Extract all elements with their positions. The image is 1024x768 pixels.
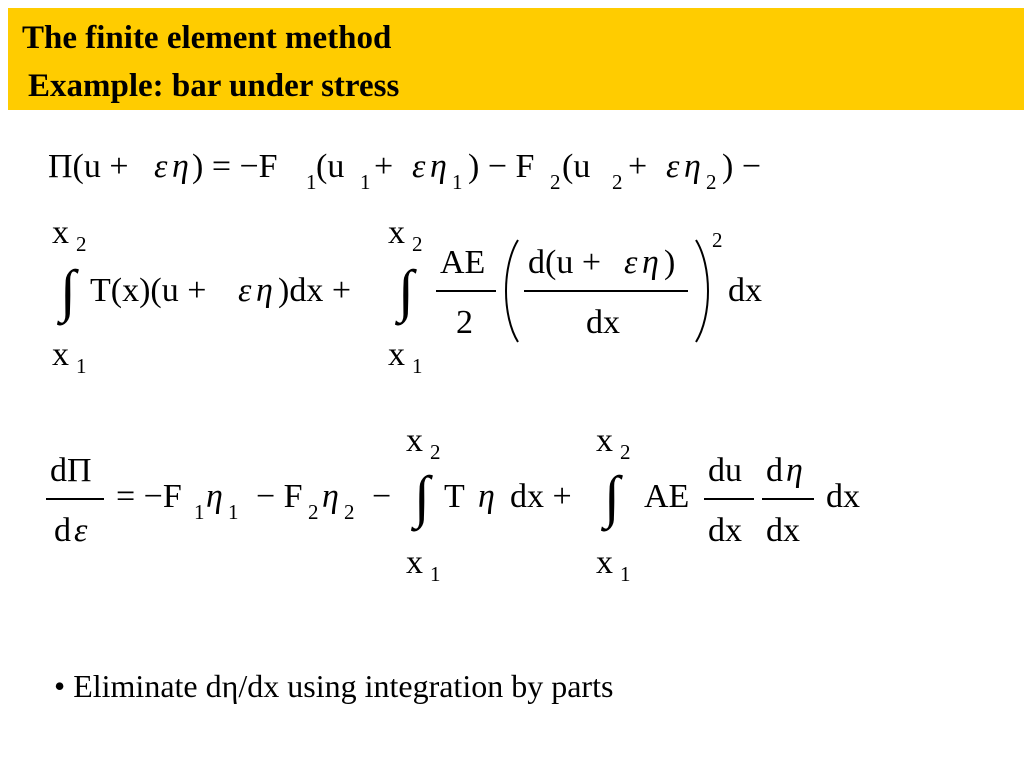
eq2-int2-upper-sub: 2 xyxy=(620,440,631,464)
bullet-point xyxy=(54,670,613,702)
eq2-frac1-num: du xyxy=(708,452,742,489)
eq2-frac2-num-d: d xyxy=(766,452,783,489)
bullet-mark: • xyxy=(54,668,66,704)
eq2-int1-upper-sub: 2 xyxy=(430,440,441,464)
eq1-inner-frac-bar xyxy=(524,290,688,292)
eq2-rhs-a: = −F xyxy=(116,478,182,515)
eq2-sub-1: 1 xyxy=(194,500,205,524)
eq1-eps-b: ε xyxy=(412,148,426,185)
eq2-frac1-den: dx xyxy=(708,512,742,549)
eq2-int1-eta: η xyxy=(478,478,495,515)
eq1-term-c: (u xyxy=(316,148,345,185)
eq1-sub-2: 1 xyxy=(360,170,371,194)
eq1-term-f: (u xyxy=(562,148,591,185)
eq1-term-h: ) − xyxy=(722,148,761,185)
eq2-int2-lower: x xyxy=(596,544,613,581)
eq2-frac2-bar xyxy=(762,498,814,500)
bullet-text: Eliminate dη/dx using integration by parts xyxy=(73,668,614,704)
eq2-int1-tail: dx + xyxy=(510,478,572,515)
eq2-int2-upper: x xyxy=(596,422,613,459)
eq2-eta-1: η xyxy=(206,478,223,515)
eq1-int2-lower-sub: 1 xyxy=(412,354,423,378)
eq2-sub-2: 1 xyxy=(228,500,239,524)
eq2-lhs-num: dΠ xyxy=(50,452,92,489)
eq2-rhs-c: − xyxy=(372,478,392,515)
eq1-eta-c: η xyxy=(684,148,701,185)
eq2-lhs-den-d: d xyxy=(54,512,71,549)
eq1-sub-1: 1 xyxy=(306,170,317,194)
eq2-frac2-num-eta: η xyxy=(786,452,803,489)
eq2-frac1-bar xyxy=(704,498,754,500)
eq2-eta-2: η xyxy=(322,478,339,515)
eq1-term-e: ) − F xyxy=(468,148,535,185)
eq1-eta-a: η xyxy=(172,148,189,185)
eq1-int1-eps: ε xyxy=(238,272,252,309)
eq1-term-a: Π(u + xyxy=(48,148,129,185)
title-banner xyxy=(8,8,1024,110)
eq1-int1-eta: η xyxy=(256,272,273,309)
eq1-term-g: + xyxy=(628,148,648,185)
eq1-sub-4: 2 xyxy=(550,170,561,194)
eq2-int1-t: T xyxy=(444,478,465,515)
eq1-int2-frac-den: 2 xyxy=(456,304,473,341)
eq1-right-paren xyxy=(690,236,716,346)
eq2-int2-ae: AE xyxy=(644,478,690,515)
eq2-lhs-den-eps: ε xyxy=(74,512,88,549)
eq1-int2-sign: ∫ xyxy=(398,258,414,323)
eq2-rhs-b: − F xyxy=(256,478,303,515)
eq1-eta-b: η xyxy=(430,148,447,185)
eq2-int2-sign: ∫ xyxy=(604,464,620,529)
slide-subtitle: Example: bar under stress xyxy=(28,68,400,104)
eq1-inner-num-b: ) xyxy=(664,244,676,281)
eq1-inner-num-a: d(u + xyxy=(528,244,601,281)
eq1-sub-5: 2 xyxy=(612,170,623,194)
eq1-sub-6: 2 xyxy=(706,170,717,194)
eq1-sub-3: 1 xyxy=(452,170,463,194)
eq2-int1-lower: x xyxy=(406,544,423,581)
eq2-lhs-bar xyxy=(46,498,104,500)
eq2-int1-upper: x xyxy=(406,422,423,459)
eq1-term-d: + xyxy=(374,148,394,185)
eq1-int1-upper-sub: 2 xyxy=(76,232,87,256)
eq1-int1-body-a: T(x)(u + xyxy=(90,272,207,309)
eq2-sub-3: 2 xyxy=(308,500,319,524)
eq1-int1-body-b: )dx + xyxy=(278,272,351,309)
eq1-int1-sign: ∫ xyxy=(60,258,76,323)
eq1-eps-c: ε xyxy=(666,148,680,185)
eq1-tail-dx: dx xyxy=(728,272,762,309)
eq1-term-b: ) = −F xyxy=(192,148,278,185)
eq1-int2-upper-sub: 2 xyxy=(412,232,423,256)
eq2-frac2-den: dx xyxy=(766,512,800,549)
eq1-int2-frac-bar xyxy=(436,290,496,292)
eq1-inner-den: dx xyxy=(586,304,620,341)
eq2-int1-sign: ∫ xyxy=(414,464,430,529)
eq1-int1-lower-sub: 1 xyxy=(76,354,87,378)
eq2-sub-4: 2 xyxy=(344,500,355,524)
eq2-tail-dx: dx xyxy=(826,478,860,515)
eq1-left-paren xyxy=(498,236,524,346)
eq1-int1-upper: x xyxy=(52,214,69,251)
eq1-eps-a: ε xyxy=(154,148,168,185)
eq2-int1-lower-sub: 1 xyxy=(430,562,441,586)
eq1-power: 2 xyxy=(712,228,723,252)
eq1-inner-eta: η xyxy=(642,244,659,281)
eq1-int1-lower: x xyxy=(52,336,69,373)
eq1-int2-frac-num: AE xyxy=(440,244,486,281)
eq1-int2-lower: x xyxy=(388,336,405,373)
eq1-inner-eps: ε xyxy=(624,244,638,281)
eq1-int2-upper: x xyxy=(388,214,405,251)
eq2-int2-lower-sub: 1 xyxy=(620,562,631,586)
slide-title: The finite element method xyxy=(22,20,392,56)
